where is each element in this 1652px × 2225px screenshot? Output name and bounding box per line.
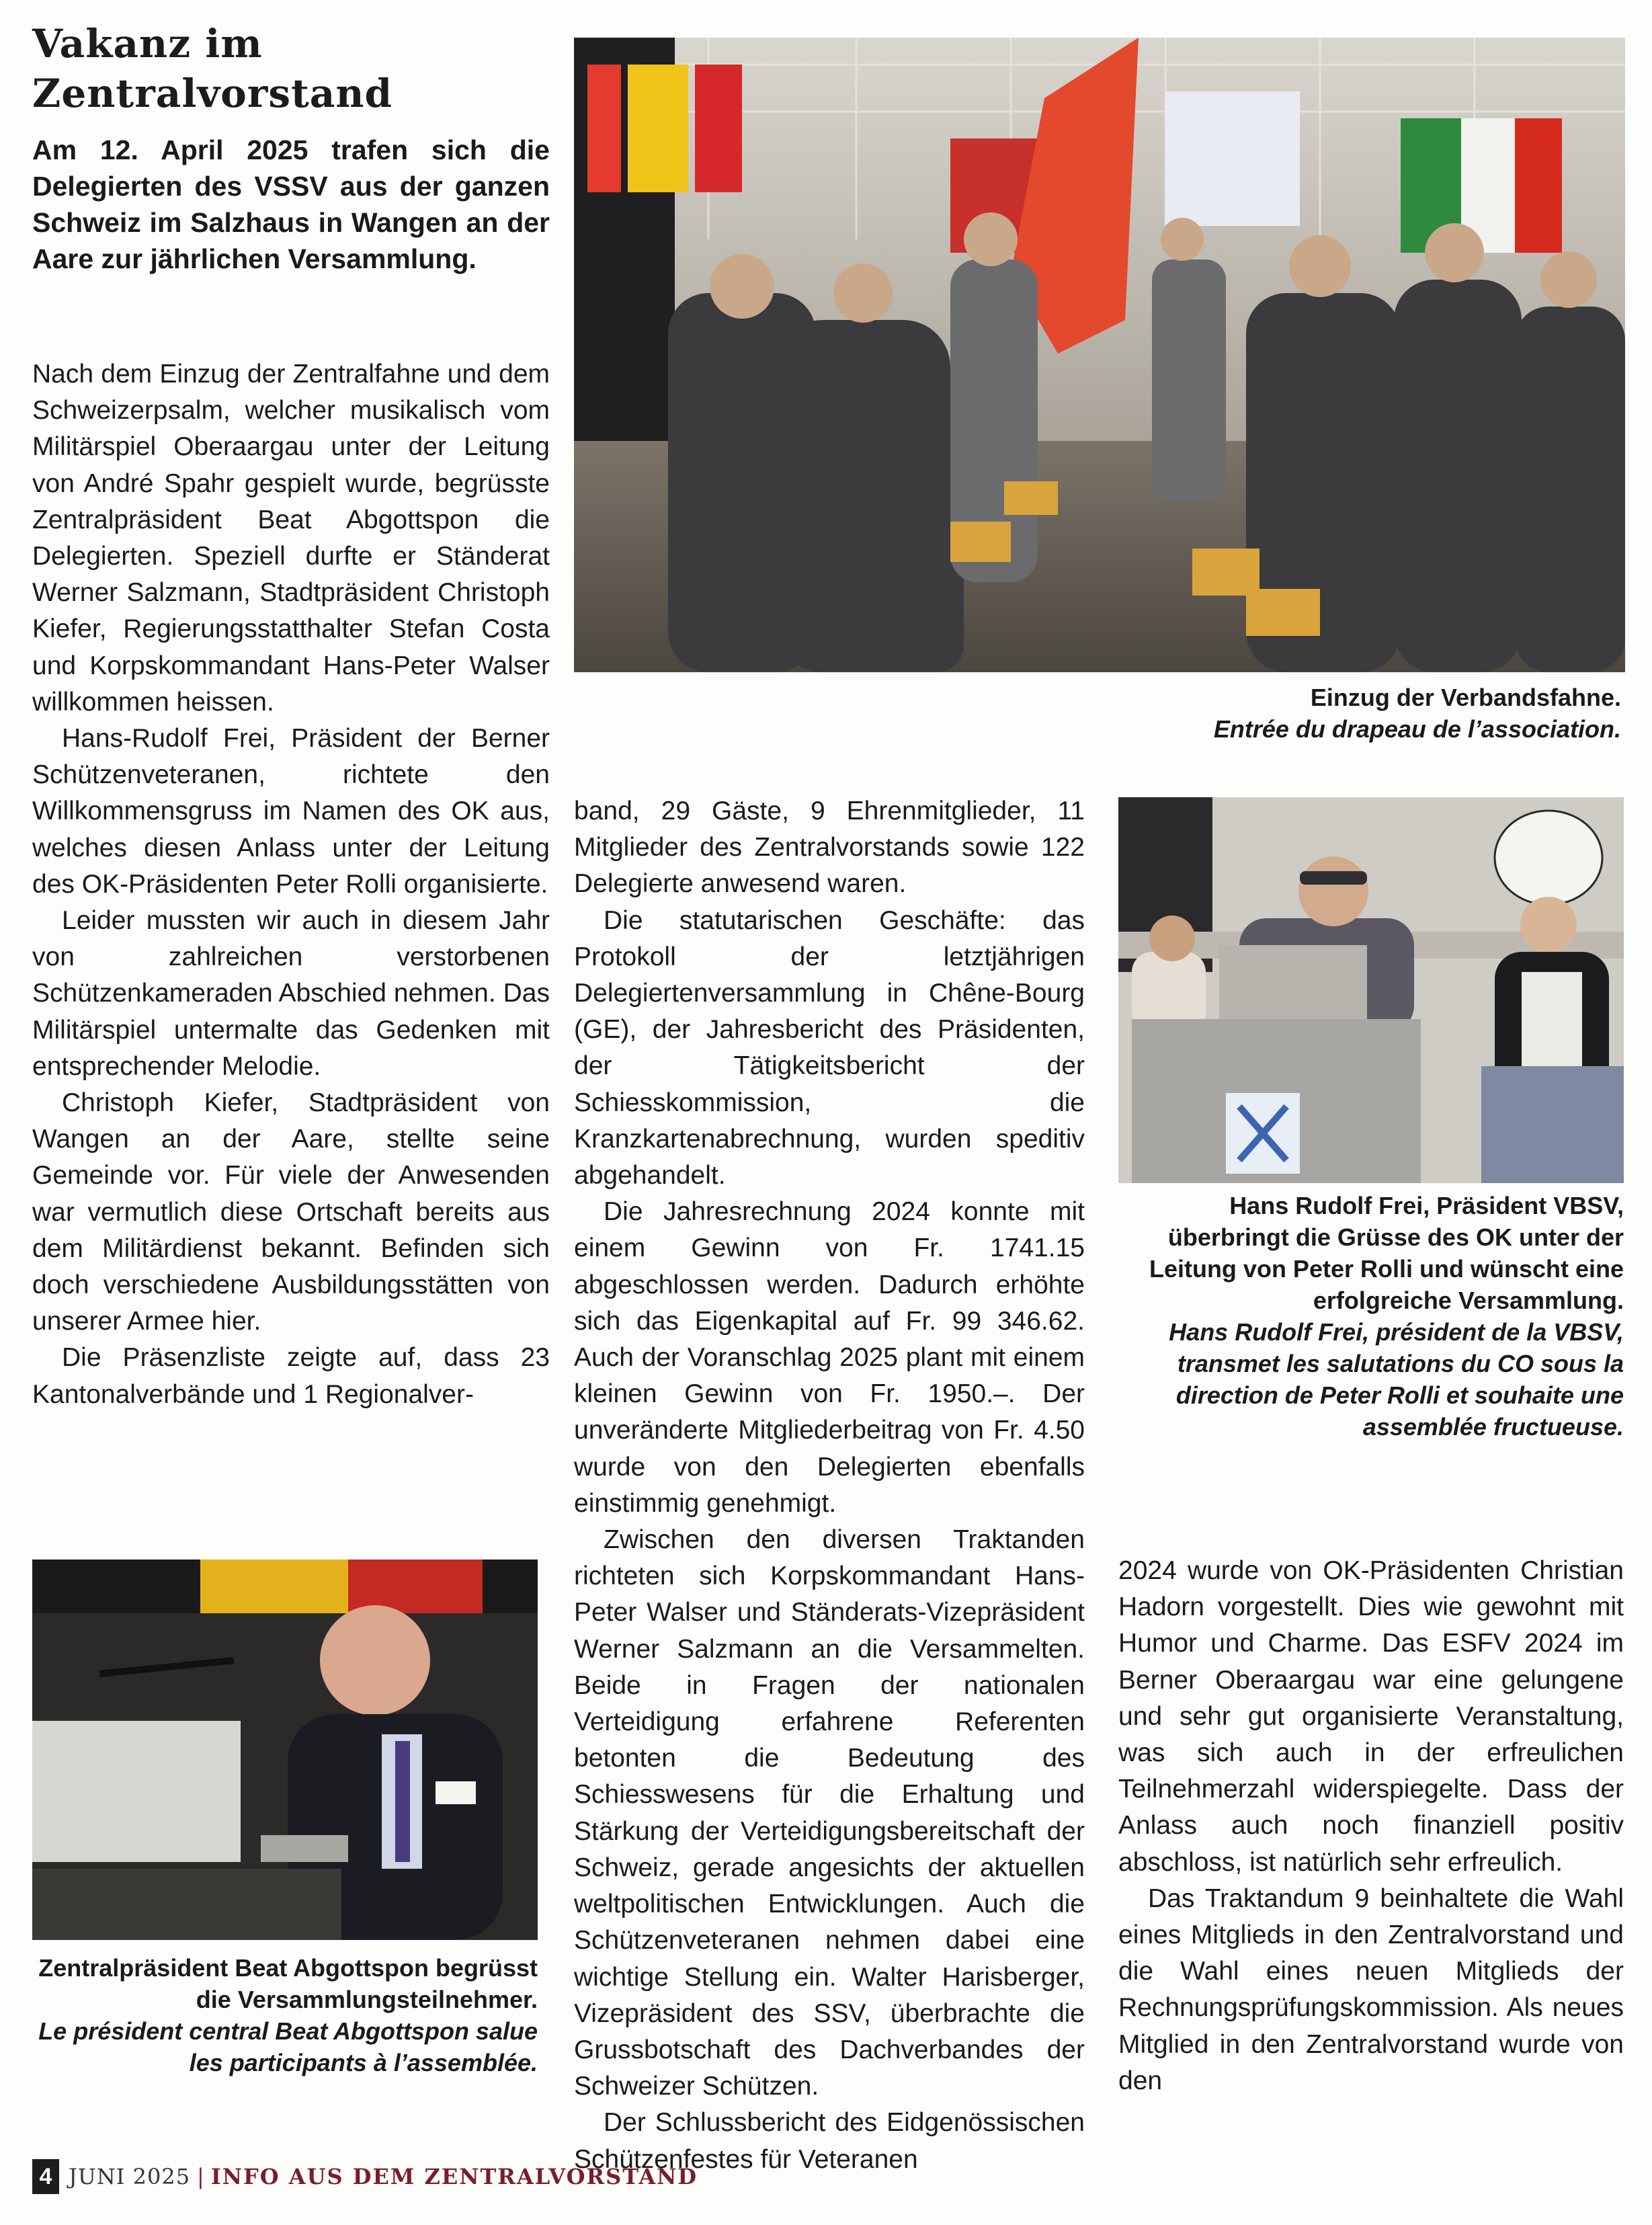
caption-flag-entry bbox=[901, 682, 1621, 745]
section-title: INFO AUS DEM ZENTRALVORSTAND bbox=[210, 2164, 698, 2189]
paragraph: Zwischen den diversen Traktanden richteten sich Korpskommandant Hans-Peter Walser und Ständerats-Vizepräsident Werner Salzmann an die Versammelten. Beide in Fragen der nationalen Verteidigung erfahrene Referenten betonten die Bedeutung des Schiesswesens für die Erhaltung und Stärkung der Verteidigungsbereitschaft der Schweiz, gerade angesichts der aktuellen weltpolitischen Entwicklungen. Auch die Schützenveteranen nehmen dabei eine wichtige Stellung ein. Walter Harisberger, Vizepräsident des SSV, überbrachte die Grussbotschaft des Dachverbandes der Schweizer Schützen. bbox=[574, 1525, 1085, 2101]
caption-german: Zentralpräsident Beat Abgottspon begrüsst die Versammlungsteilnehmer. bbox=[38, 1954, 538, 2013]
column-3 bbox=[1118, 1553, 1624, 2099]
column-2 bbox=[574, 793, 1085, 2178]
photo-abgottspon-speech bbox=[32, 1560, 538, 1940]
article-lead: Am 12. April 2025 trafen sich die Delegierten des VSSV aus der ganzen Schweiz im Salzhaus in Wangen an der Aare zur jährlichen Versammlung. bbox=[32, 134, 550, 274]
paragraph: Die statutarischen Geschäfte: das Protokoll der letztjährigen Delegiertenversammlung in Chêne-Bourg (GE), der Jahresbericht des Präsidenten, der Tätigkeitsbericht der Schiesskommission, die Kranzkartenabrechnung, wurden speditiv abgehandelt. bbox=[574, 905, 1085, 1190]
paragraph: Hans-Rudolf Frei, Präsident der Berner Schützenveteranen, richtete den Willkommensgruss im Namen des OK aus, welches diesen Anlass unter der Leitung des OK-Präsidenten Peter Rolli organisierte. bbox=[32, 724, 550, 899]
paragraph: Der Schlussbericht des Eidgenössischen Schützenfestes für Veteranen bbox=[574, 2108, 1085, 2174]
caption-french: Entrée du drapeau de l’association. bbox=[1213, 715, 1621, 743]
caption-french: Le président central Beat Abgottspon salue les participants à l’assemblée. bbox=[38, 2017, 538, 2076]
paragraph: Christoph Kiefer, Stadtpräsident von Wangen an der Aare, stellte seine Gemeinde vor. Für viele der Anwesenden war vermutlich diese Ortschaft bereits aus dem Militärdienst bekannt. Befinden sich doch verschiedene Ausbildungsstätten von unserer Armee hier. bbox=[32, 1088, 550, 1336]
paragraph: Leider mussten wir auch in diesem Jahr von zahlreichen verstorbenen Schützenkameraden Abschied nehmen. Das Militärspiel untermalte das Gedenken mit entsprechender Melodie. bbox=[32, 906, 550, 1081]
photo-frei-speech bbox=[1118, 797, 1624, 1183]
caption-frei bbox=[1118, 1190, 1624, 1443]
issue-date: JUNI 2025 bbox=[69, 2164, 191, 2189]
paragraph: Die Präsenzliste zeigte auf, dass 23 Kantonalverbände und 1 Regionalver- bbox=[32, 1343, 550, 1409]
photo-flag-entry bbox=[574, 38, 1625, 672]
page-number: 4 bbox=[32, 2159, 59, 2194]
caption-german: Hans Rudolf Frei, Präsident VBSV, überbringt die Grüsse des OK unter der Leitung von Peter Rolli und wünscht eine erfolgreiche Versammlung. bbox=[1149, 1192, 1624, 1314]
caption-abgottspon bbox=[32, 1952, 538, 2078]
page-footer bbox=[32, 2156, 698, 2197]
paragraph: 2024 wurde von OK-Präsidenten Christian Hadorn vorgestellt. Dies wie gewohnt mit Humor und Charme. Das ESFV 2024 im Berner Oberaargau war eine gelungene und sehr gut organisierte Veranstaltung, was sich auch in der erfreulichen Teilnehmerzahl widerspiegelte. Dass der Anlass auch noch finanziell positiv abschloss, ist natürlich sehr erfreulich. bbox=[1118, 1556, 1624, 1877]
footer-separator: | bbox=[197, 2164, 204, 2189]
column-1 bbox=[32, 356, 550, 1413]
caption-german: Einzug der Verbandsfahne. bbox=[1310, 684, 1621, 711]
paragraph: Das Traktandum 9 beinhaltete die Wahl eines Mitglieds in den Zentralvorstand und die Wahl eines neuen Mitglieds der Rechnungsprüfungskommission. Als neues Mitglied in den Zentralvorstand wurde von den bbox=[1118, 1884, 1624, 2095]
paragraph: band, 29 Gäste, 9 Ehrenmitglieder, 11 Mitglieder des Zentralvorstands sowie 122 Delegierte anwesend waren. bbox=[574, 797, 1085, 899]
paragraph: Nach dem Einzug der Zentralfahne und dem Schweizerpsalm, welcher musikalisch vom Militärspiel Oberaargau unter der Leitung von André Spahr gespielt wurde, begrüsste Zentralpräsident Beat Abgottspon die Delegierten. Speziell durfte er Ständerat Werner Salzmann, Stadtpräsident Christoph Kiefer, Regierungsstatthalter Stefan Costa und Korpskommandant Hans-Peter Walser willkommen heissen. bbox=[32, 360, 550, 717]
caption-french: Hans Rudolf Frei, président de la VBSV, transmet les salutations du CO sous la direction de Peter Rolli et souhaite une assemblée fructueuse. bbox=[1169, 1318, 1624, 1441]
article-title: Vakanz im Zentralvorstand bbox=[32, 21, 393, 116]
paragraph: Die Jahresrechnung 2024 konnte mit einem Gewinn von Fr. 1741.15 abgeschlossen werden. Dadurch erhöhte sich das Eigenkapital auf Fr. 99 346.62. Auch der Voranschlag 2025 plant mit einem kleinen Gewinn von Fr. 1950.–. Der unveränderte Mitgliederbeitrag von Fr. 4.50 wurde von den Delegierten ebenfalls einstimmig genehmigt. bbox=[574, 1197, 1085, 1518]
